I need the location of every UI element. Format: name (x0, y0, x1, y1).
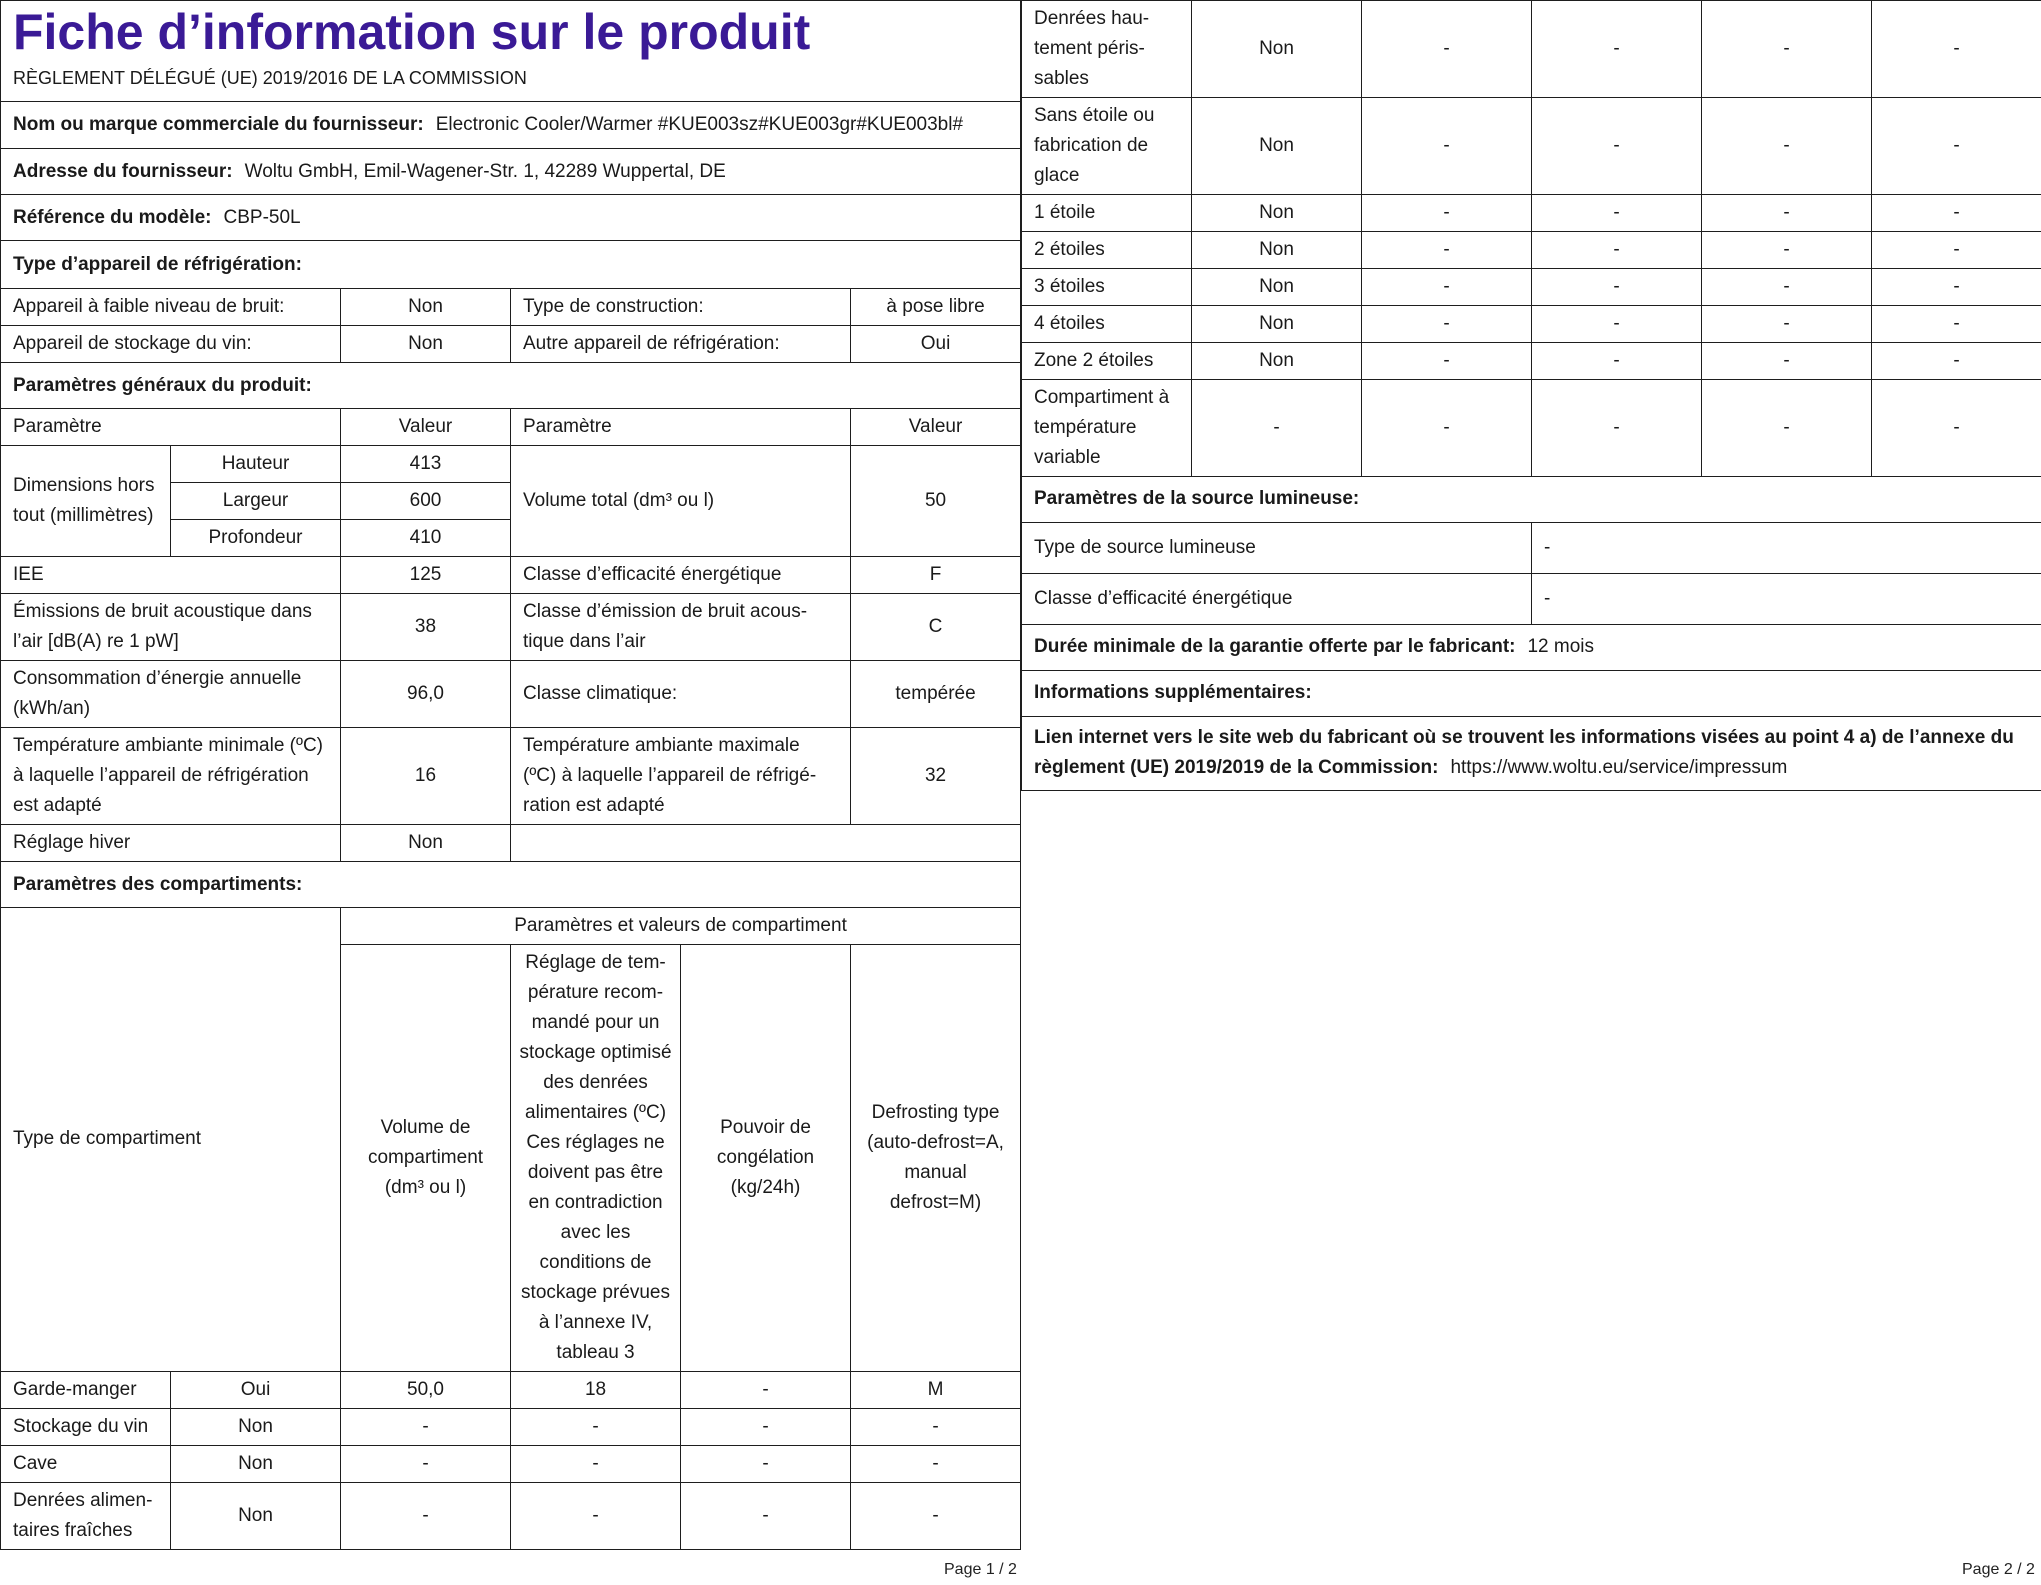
compartment-temp: - (1532, 195, 1702, 232)
product-info-table (0, 0, 1021, 908)
manufacturer-link-label: Lien internet vers le site web du fabricant où se trouvent les informations visées au point 4 a) de l’annexe du règlement (UE) 2019/2019 de la Commission: (1034, 727, 2014, 778)
supplier-name-row (1, 102, 1021, 149)
compartment-row (1022, 343, 2041, 380)
min-temp-value: 16 (341, 728, 511, 825)
compartment-volume: - (341, 1482, 511, 1549)
compartment-row (1, 1408, 1021, 1445)
eei-value: 125 (341, 557, 511, 594)
energy-class-value: F (851, 557, 1021, 594)
regulation-reference: RÈGLEMENT DÉLÉGUÉ (UE) 2019/2016 DE LA COMMISSION (1, 61, 1021, 102)
compartment-freezing: - (1702, 269, 1872, 306)
low-noise-label: Appareil à faible niveau de bruit: (1, 289, 341, 326)
compartments-table (0, 907, 1021, 1550)
warranty-value: 12 mois (1527, 636, 1595, 657)
compartment-volume: - (1362, 343, 1532, 380)
width-value: 600 (341, 483, 511, 520)
page-title: Fiche d’information sur le produit (1, 1, 1021, 62)
max-temp-value: 32 (851, 728, 1021, 825)
param-column-header: Paramètre (1, 409, 341, 446)
noise-class-label: Classe d’émission de bruit acoustique dans l’air (511, 594, 851, 661)
compartment-temp: - (1532, 306, 1702, 343)
compartment-volume-header: Volume de compartiment (dm³ ou l) (341, 944, 511, 1371)
compartment-volume: - (341, 1408, 511, 1445)
compartment-name: Denrées alimentaires fraîches (1, 1482, 171, 1549)
compartment-volume: - (1362, 98, 1532, 195)
compartments-heading: Paramètres des compartiments: (1, 862, 1021, 908)
compartment-present: - (1192, 380, 1362, 477)
compartment-volume: - (1362, 306, 1532, 343)
eei-label: IEE (1, 557, 341, 594)
compartment-freezing: - (1702, 306, 1872, 343)
compartment-name: Sans étoile ou fabrication de glace (1022, 98, 1192, 195)
compartment-present: Non (1192, 269, 1362, 306)
compartment-row (1022, 232, 2041, 269)
compartment-temp: 18 (511, 1371, 681, 1408)
compartment-temp: - (511, 1482, 681, 1549)
compartment-name: 4 étoiles (1022, 306, 1192, 343)
compartment-freezing: - (1702, 98, 1872, 195)
light-source-heading: Paramètres de la source lumineuse: (1022, 476, 2041, 522)
winter-setting-label: Réglage hiver (1, 825, 341, 862)
depth-value: 410 (341, 520, 511, 557)
total-volume-label: Volume total (dm³ ou l) (511, 446, 851, 557)
compartment-present: Oui (171, 1371, 341, 1408)
compartment-temp: - (1532, 269, 1702, 306)
compartment-row (1, 1482, 1021, 1549)
compartment-present: Non (171, 1445, 341, 1482)
freezing-capacity-header: Pouvoir de congélation (kg/24h) (681, 944, 851, 1371)
defrost-type-header: Defrosting type (auto-defrost=A, manual defrost=M) (851, 944, 1021, 1371)
compartment-freezing: - (681, 1371, 851, 1408)
low-noise-value: Non (341, 289, 511, 326)
height-value: 413 (341, 446, 511, 483)
compartment-volume: - (341, 1445, 511, 1482)
compartment-present: Non (1192, 232, 1362, 269)
compartment-freezing: - (1702, 343, 1872, 380)
manufacturer-link-row (1022, 716, 2041, 790)
general-params-heading: Paramètres généraux du produit: (1, 363, 1021, 409)
compartment-defrost: - (1872, 232, 2041, 269)
compartment-temp: - (511, 1408, 681, 1445)
page-number-2: Page 2 / 2 (1962, 1561, 2035, 1578)
compartment-present: Non (1192, 1, 1362, 98)
annual-consumption-label: Consommation d’énergie annuelle (kWh/an) (1, 661, 341, 728)
compartment-temp: - (1532, 343, 1702, 380)
compartment-freezing: - (681, 1408, 851, 1445)
compartment-row (1022, 269, 2041, 306)
appliance-type-heading: Type d’appareil de réfrigération: (1, 241, 1021, 289)
winter-setting-value: Non (341, 825, 511, 862)
depth-label: Profondeur (171, 520, 341, 557)
construction-type-value: à pose libre (851, 289, 1021, 326)
compartments-continued-table (1021, 0, 2041, 477)
compartment-volume: - (1362, 269, 1532, 306)
compartment-name: 1 étoile (1022, 195, 1192, 232)
compartment-temp-header: Réglage de température recommandé pour un stockage optimisé des denrées alimentaires (ºC) Ces réglages ne doivent pas être en contradiction avec les conditions de stockage prévues à l’annexe IV, tableau 3 (511, 944, 681, 1371)
compartment-volume: - (1362, 195, 1532, 232)
compartment-name: 3 étoiles (1022, 269, 1192, 306)
compartment-temp: - (1532, 1, 1702, 98)
model-reference-value: CBP-50L (223, 206, 301, 228)
compartment-row (1, 1371, 1021, 1408)
compartment-freezing: - (1702, 195, 1872, 232)
compartment-temp: - (1532, 380, 1702, 477)
compartment-defrost: - (1872, 269, 2041, 306)
compartment-params-group-header: Paramètres et valeurs de compartiment (341, 907, 1021, 944)
compartment-present: Non (1192, 195, 1362, 232)
compartment-present: Non (171, 1482, 341, 1549)
noise-class-value: C (851, 594, 1021, 661)
other-refrigeration-label: Autre appareil de réfrigération: (511, 326, 851, 363)
dimensions-label: Dimensions hors tout (millimètres) (1, 446, 171, 557)
construction-type-label: Type de construction: (511, 289, 851, 326)
compartment-row (1022, 98, 2041, 195)
compartment-present: Non (1192, 98, 1362, 195)
compartment-freezing: - (1702, 380, 1872, 477)
light-source-table (1021, 476, 2041, 791)
annual-consumption-value: 96,0 (341, 661, 511, 728)
compartment-defrost: - (851, 1482, 1021, 1549)
compartment-name: 2 étoiles (1022, 232, 1192, 269)
compartment-type-header: Type de compartiment (1, 907, 341, 1371)
climate-class-value: tempérée (851, 661, 1021, 728)
compartment-name: Denrées hautement périssables (1022, 1, 1192, 98)
compartment-defrost: - (1872, 380, 2041, 477)
compartment-freezing: - (681, 1445, 851, 1482)
compartment-volume: - (1362, 1, 1532, 98)
model-reference-label: Référence du modèle: (13, 206, 212, 228)
compartment-defrost: - (851, 1408, 1021, 1445)
page-number-1: Page 1 / 2 (944, 1561, 1017, 1578)
min-temp-label: Température ambiante minimale (ºC) à laquelle l’appareil de réfrigération est adapté (1, 728, 341, 825)
empty-cell (511, 825, 1021, 862)
compartment-freezing: - (1702, 232, 1872, 269)
compartment-name: Zone 2 étoiles (1022, 343, 1192, 380)
compartment-freezing: - (1702, 1, 1872, 98)
compartment-present: Non (1192, 343, 1362, 380)
compartment-volume: 50,0 (341, 1371, 511, 1408)
light-source-type-label: Type de source lumineuse (1022, 522, 1532, 573)
compartment-temp: - (511, 1445, 681, 1482)
manufacturer-link[interactable]: https://www.woltu.eu/service/impressum (1450, 757, 1788, 778)
compartment-defrost: - (1872, 343, 2041, 380)
supplier-name-value: Electronic Cooler/Warmer #KUE003sz#KUE003gr#KUE003bl# (435, 114, 964, 135)
compartment-name: Cave (1, 1445, 171, 1482)
compartment-name: Compartiment à température variable (1022, 380, 1192, 477)
total-volume-value: 50 (851, 446, 1021, 557)
compartment-row (1022, 306, 2041, 343)
climate-class-label: Classe climatique: (511, 661, 851, 728)
warranty-row (1022, 624, 2041, 670)
compartment-name: Garde-manger (1, 1371, 171, 1408)
model-reference-row (1, 195, 1021, 241)
compartment-row (1022, 380, 2041, 477)
noise-emission-value: 38 (341, 594, 511, 661)
value-column-header: Valeur (341, 409, 511, 446)
additional-info-heading: Informations supplémentaires: (1022, 670, 2041, 716)
compartment-volume: - (1362, 232, 1532, 269)
compartment-defrost: M (851, 1371, 1021, 1408)
param-column-header-2: Paramètre (511, 409, 851, 446)
supplier-name-label: Nom ou marque commerciale du fournisseur: (13, 114, 424, 135)
page-1 (0, 0, 1021, 1550)
value-column-header-2: Valeur (851, 409, 1021, 446)
energy-class-label: Classe d’efficacité énergétique (511, 557, 851, 594)
light-energy-class-value: - (1532, 573, 2041, 624)
noise-emission-label: Émissions de bruit acoustique dans l’air [dB(A) re 1 pW] (1, 594, 341, 661)
compartment-row (1022, 1, 2041, 98)
compartment-name: Stockage du vin (1, 1408, 171, 1445)
light-energy-class-label: Classe d’efficacité énergétique (1022, 573, 1532, 624)
compartment-temp: - (1532, 98, 1702, 195)
warranty-label: Durée minimale de la garantie offerte par le fabricant: (1034, 636, 1516, 657)
compartment-defrost: - (1872, 306, 2041, 343)
wine-storage-value: Non (341, 326, 511, 363)
compartment-present: Non (1192, 306, 1362, 343)
height-label: Hauteur (171, 446, 341, 483)
compartment-defrost: - (851, 1445, 1021, 1482)
compartment-defrost: - (1872, 195, 2041, 232)
other-refrigeration-value: Oui (851, 326, 1021, 363)
compartment-volume: - (1362, 380, 1532, 477)
compartment-defrost: - (1872, 1, 2041, 98)
supplier-address-label: Adresse du fournisseur: (13, 160, 233, 182)
compartment-row (1022, 195, 2041, 232)
width-label: Largeur (171, 483, 341, 520)
compartment-freezing: - (681, 1482, 851, 1549)
compartment-present: Non (171, 1408, 341, 1445)
supplier-address-row (1, 149, 1021, 195)
compartment-defrost: - (1872, 98, 2041, 195)
max-temp-label: Température ambiante maximale (ºC) à laquelle l’appareil de réfrigération est adapté (511, 728, 851, 825)
compartment-row (1, 1445, 1021, 1482)
supplier-address-value: Woltu GmbH, Emil-Wagener-Str. 1, 42289 Wuppertal, DE (244, 160, 726, 182)
page-2 (1021, 0, 2040, 791)
compartment-temp: - (1532, 232, 1702, 269)
light-source-type-value: - (1532, 522, 2041, 573)
wine-storage-label: Appareil de stockage du vin: (1, 326, 341, 363)
